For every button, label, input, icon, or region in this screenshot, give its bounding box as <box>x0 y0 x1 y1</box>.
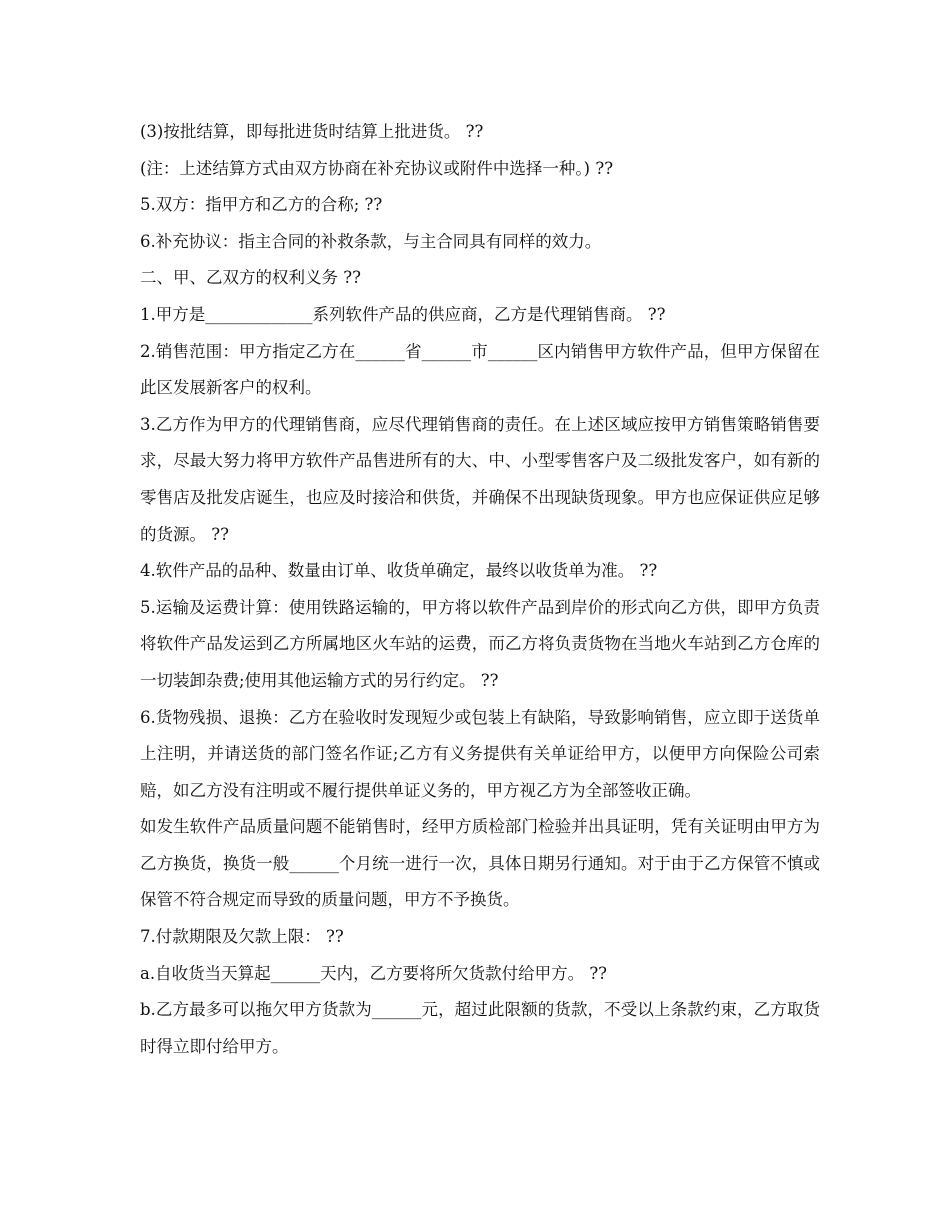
clause-6-quality: 如发生软件产品质量问题不能销售时，经甲方质检部门检验并出具证明，凭有关证明由甲方为乙方换货，换货一般______个月统一进行一次，具体日期另行通知。对于由于乙方保管不慎或保管不符合规定而导致的质量问题，甲方不予换货。 <box>140 817 820 910</box>
definition-supplementary: 6.补充协议：指主合同的补救条款，与主合同具有同样的效力。 <box>140 231 602 251</box>
clause-4-products: 4.软件产品的品种、数量由订单、收货单确定，最终以收货单为准。 ?? <box>140 561 658 581</box>
clause-settlement-3: (3)按批结算，即每批进货时结算上批进货。 ?? <box>140 122 484 141</box>
definition-parties: 5.双方：指甲方和乙方的合称; ?? <box>140 195 383 215</box>
clause-2-sales-range: 2.销售范围：甲方指定乙方在______省______市______区内销售甲方软件产品，但甲方保留在此区发展新客户的权利。 <box>140 341 820 398</box>
clause-6-damage: 6.货物残损、退换：乙方在验收时发现短少或包装上有缺陷，导致影响销售，应立即于送货单上注明，并请送货的部门签名作证;乙方有义务提供有关单证给甲方，以便甲方向保险公司索赔，如乙方没有注明或不履行提供单证义务的，甲方视乙方为全部签收正确。 <box>140 707 820 800</box>
settlement-note: (注：上述结算方式由双方协商在补充协议或附件中选择一种。) ?? <box>140 158 614 178</box>
clause-1-supplier: 1.甲方是_____________系列软件产品的供应商，乙方是代理销售商。 ?? <box>140 304 666 324</box>
document-body <box>140 114 820 1065</box>
section-heading-rights: 二、甲、乙双方的权利义务 ?? <box>140 268 361 288</box>
clause-7-payment: 7.付款期限及欠款上限： ?? <box>140 927 344 947</box>
clause-7b: b.乙方最多可以拖欠甲方货款为______元，超过此限额的货款，不受以上条款约束，乙方取货时得立即付给甲方。 <box>140 1000 820 1056</box>
clause-5-transport: 5.运输及运费计算：使用铁路运输的，甲方将以软件产品到岸价的形式向乙方供，即甲方负责将软件产品发运到乙方所属地区火车站的运费，而乙方将负责货物在当地火车站到乙方仓库的一切装卸杂费;使用其他运输方式的另行约定。 ?? <box>140 597 820 690</box>
clause-7a: a.自收货当天算起______天内，乙方要将所欠货款付给甲方。 ?? <box>140 963 608 983</box>
clause-3-agent-duty: 3.乙方作为甲方的代理销售商，应尽代理销售商的责任。在上述区域应按甲方销售策略销售要求，尽最大努力将甲方软件产品售进所有的大、中、小型零售客户及二级批发客户，如有新的零售店及批发店诞生，也应及时接洽和供货，并确保不出现缺货现象。甲方也应保证供应足够的货源。 ?? <box>140 414 820 544</box>
